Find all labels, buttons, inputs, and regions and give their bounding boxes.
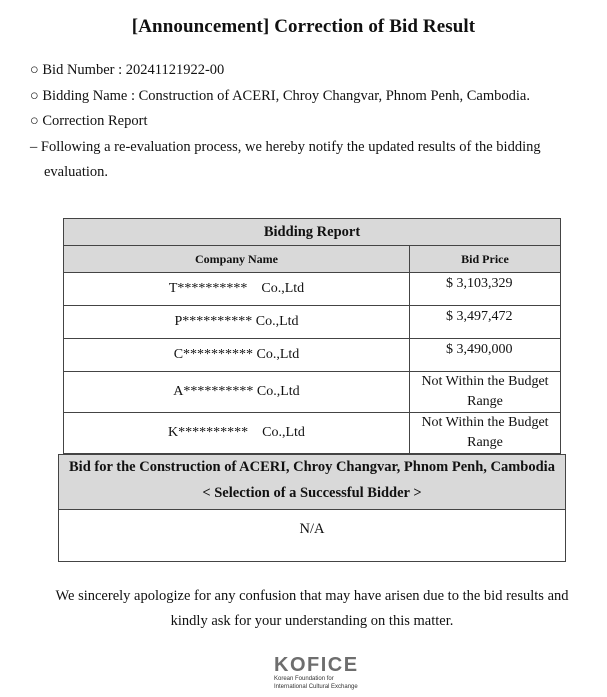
bidding-report-table	[63, 218, 561, 454]
bidding-report-title: Bidding Report	[64, 219, 561, 246]
selection-header-title: Bid for the Construction of ACERI, Chroy Changvar, Phnom Penh, Cambodia	[69, 459, 555, 475]
logo-mark: KOFICE	[274, 654, 359, 676]
page-title: [Announcement] Correction of Bid Result	[131, 16, 476, 37]
company-name-cell: K********** Co.,Ltd	[64, 413, 410, 454]
table-row	[64, 372, 561, 413]
bid-price-cell: $ 3,497,472	[410, 306, 561, 339]
company-name-cell: C********** Co.,Ltd	[64, 339, 410, 372]
selection-table	[58, 454, 566, 562]
selection-header	[59, 455, 566, 510]
bid-price-cell: $ 3,490,000	[410, 339, 561, 372]
logo-subtitle-line-2: International Cultural Exchange	[274, 684, 358, 690]
bid-price-line-2: Range	[467, 435, 503, 450]
closing-line-2: kindly ask for your understanding on this matter.	[170, 613, 454, 629]
selection-result: N/A	[59, 510, 566, 562]
table-row	[64, 273, 561, 306]
logo-subtitle-line-1: Korean Foundation for	[274, 676, 334, 682]
bid-price-cell: $ 3,103,329	[410, 273, 561, 306]
bid-price-line-1: Not Within the Budget	[421, 415, 549, 430]
notice-line-2: evaluation.	[44, 164, 109, 180]
kofice-logo	[274, 655, 384, 695]
column-header-price: Bid Price	[410, 246, 561, 273]
company-name-cell: A********** Co.,Ltd	[64, 372, 410, 413]
bid-price-line-2: Range	[467, 394, 503, 409]
table-row	[64, 306, 561, 339]
correction-report-label: ○ Correction Report	[30, 113, 148, 129]
bid-price-line-1: Not Within the Budget	[421, 374, 549, 389]
bid-price-cell	[410, 372, 561, 413]
company-name-cell: T********** Co.,Ltd	[64, 273, 410, 306]
table-row	[64, 339, 561, 372]
column-header-company: Company Name	[64, 246, 410, 273]
table-row	[64, 413, 561, 454]
bidding-name: ○ Bidding Name : Construction of ACERI, Chroy Changvar, Phnom Penh, Cambodia.	[30, 88, 530, 104]
company-name-cell: P********** Co.,Ltd	[64, 306, 410, 339]
bid-price-cell	[410, 413, 561, 454]
bid-number: ○ Bid Number : 20241121922-00	[30, 62, 225, 78]
selection-header-subtitle: < Selection of a Successful Bidder >	[202, 485, 422, 501]
closing-line-1: We sincerely apologize for any confusion that may have arisen due to the bid results and	[55, 588, 569, 604]
notice-line-1: – Following a re-evaluation process, we hereby notify the updated results of the bidding	[30, 139, 541, 155]
